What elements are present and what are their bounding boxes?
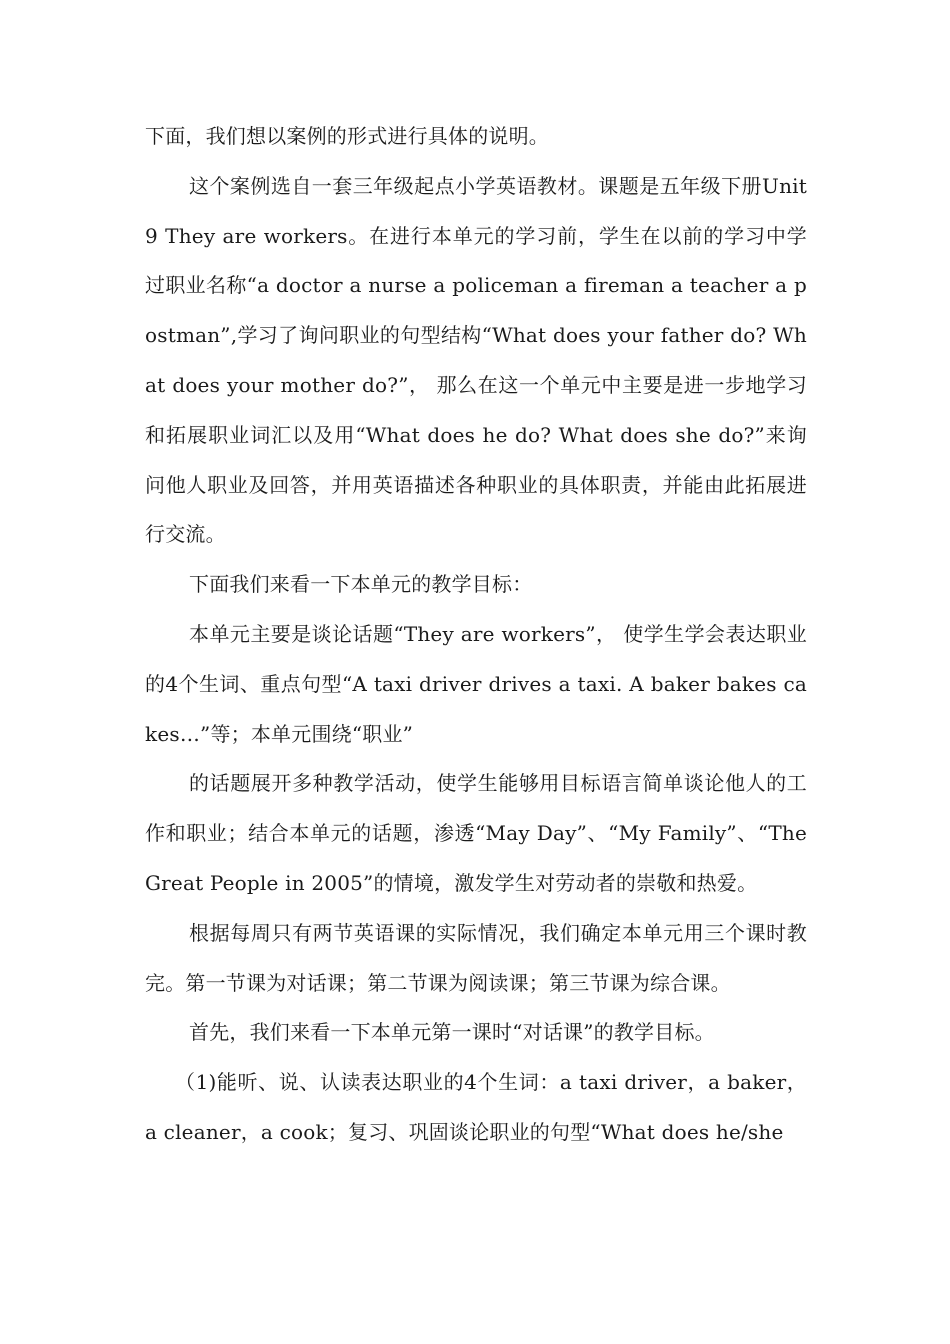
paragraph-unit-topic: 本单元主要是谈论话题“They are workers”， 使学生学会表达职业的4个生词、重点句型“A taxi driver drives a taxi. A baker bakes cakes…”等；本单元围绕“职业” bbox=[145, 621, 807, 746]
paragraph-first-lesson: 首先，我们来看一下本单元第一课时“对话课”的教学目标。 bbox=[189, 1020, 715, 1045]
document-body bbox=[145, 112, 807, 1158]
paragraph-activities: 的话题展开多种教学活动，使学生能够用目标语言简单谈论他人的工作和职业；结合本单元的话题，渗透“May Day”、“My Family”、“The Great People in 2005”的情境，激发学生对劳动者的崇敬和热爱。 bbox=[145, 771, 807, 895]
paragraph-lesson-plan: 根据每周只有两节英语课的实际情况，我们确定本单元用三个课时教完。第一节课为对话课；第二节课为阅读课；第三节课为综合课。 bbox=[145, 920, 807, 995]
paragraph-objective-1: （1)能听、说、认读表达职业的4个生词：a taxi driver，a baker，a cleaner，a cook；复习、巩固谈论职业的句型“What does he/she bbox=[145, 1070, 807, 1144]
paragraph-intro: 下面，我们想以案例的形式进行具体的说明。 bbox=[145, 124, 549, 148]
paragraph-objectives-heading: 下面我们来看一下本单元的教学目标： bbox=[189, 572, 533, 597]
paragraph-case-description: 这个案例选自一套三年级起点小学英语教材。课题是五年级下册Unit9 They are workers。在进行本单元的学习前，学生在以前的学习中学过职业名称“a doctor a nurse a policeman a fireman a teacher a postman”,学习了询问职业的句型结构“What does your father do? What does your mother do?”， 那么在这一个单元中主要是进一步地学习和拓展职业词汇以及用“What does he do? What does she do?”来询问他人职业及回答，并用英语描述各种职业的具体职责，并能由此拓展进行交流。 bbox=[145, 173, 807, 547]
